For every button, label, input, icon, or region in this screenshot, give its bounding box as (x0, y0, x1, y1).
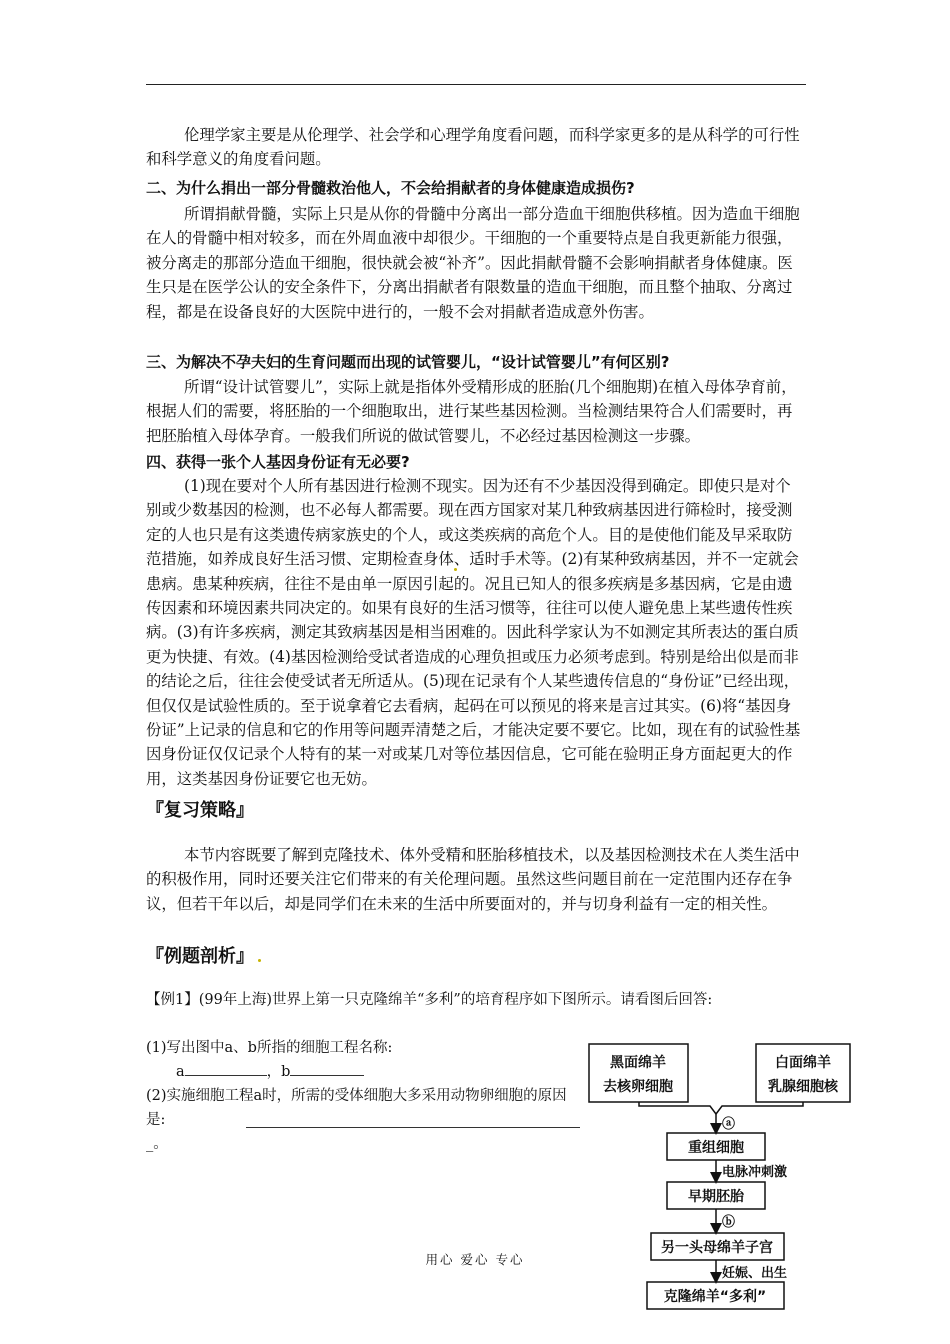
box4-label: 早期胚胎 (688, 1189, 744, 1205)
paragraph-3: 所谓“设计试管婴儿”，实际上就是指体外受精形成的胚胎(几个细胞期)在植入母体孕育前，根据人们的需要，将胚胎的一个细胞取出，进行某些基因检测。当检测结果符合人们需要时，再把胚胎植入母体孕育。一般我们所说的做试管婴儿，不必经过基因检测这一步骤。 (146, 378, 797, 445)
review-strategy-heading: 『复习策略』 (146, 800, 254, 821)
question-2: (2)实施细胞工程a时，所需的受体细胞大多采用动物卵细胞的原因是: (146, 1088, 567, 1128)
intro-paragraph: 伦理学家主要是从伦理学、社会学和心理学角度看问题，而科学家更多的是从科学的可行性和科学意义的角度看问题。 (146, 126, 800, 169)
box3-label: 重组细胞 (688, 1140, 744, 1156)
example-heading: 『例题剖析』 (146, 946, 254, 967)
label-a: a (176, 1064, 185, 1080)
box6-label: 克隆绵羊“多利” (663, 1289, 767, 1305)
label-b-marker: ⓑ (722, 1215, 736, 1230)
step-birth-label: 妊娠、出生 (722, 1266, 788, 1281)
box2-line1: 白面绵羊 (775, 1055, 831, 1071)
arrow-left-merge (639, 1102, 716, 1114)
page-footer: 用心 爱心 专心 (425, 1252, 525, 1267)
question-1: (1)写出图中a、b所指的细胞工程名称: (146, 1040, 393, 1056)
arrow-right-merge (716, 1102, 803, 1114)
review-paragraph: 本节内容既要了解到克隆技术、体外受精和胚胎移植技术，以及基因检测技术在人类生活中的积极作用，同时还要关注它们带来的有关伦理问题。虽然这些问题目前在一定范围内还存在争议，但若干年以后，却是同学们在未来的生活中所要面对的，并与切身利益有一定的相关性。 (146, 846, 800, 913)
question-2-end: _。 (146, 1136, 168, 1152)
step-electric-label: 电脉冲刺激 (722, 1165, 788, 1180)
box2-line2: 乳腺细胞核 (768, 1079, 838, 1095)
example-stem: 【例1】(99年上海)世界上第一只克隆绵羊“多利”的培育程序如下图所示。请看图后回答: (146, 992, 713, 1008)
label-b: ，b (266, 1064, 291, 1080)
paragraph-2: 所谓捐献骨髓，实际上只是从你的骨髓中分离出一部分造血干细胞供移植。因为造血干细胞在人的骨髓中相对较多，而在外周血液中却很少。干细胞的一个重要特点是自我更新能力很强，被分离走的那部分造血干细胞，很快就会被“补齐”。因此捐献骨髓不会影响捐献者身体健康。医生只是在医学公认的安全条件下，分离出捐献者有限数量的造血干细胞，而且整个抽取、分离过程，都是在设备良好的大医院中进行的，一般不会对捐献者造成意外伤害。 (146, 205, 800, 321)
heading-2: 二、为什么捐出一部分骨髓救治他人，不会给捐献者的身体健康造成损伤? (146, 179, 635, 197)
box5-label: 另一头母绵羊子宫 (661, 1240, 773, 1256)
box1-line1: 黑面绵羊 (610, 1055, 666, 1071)
heading-4: 四、获得一张个人基因身份证有无必要? (146, 453, 410, 471)
label-a-marker: ⓐ (722, 1117, 736, 1132)
paragraph-4: (1)现在要对个人所有基因进行检测不现实。因为还有不少基因没得到确定。即使只是对个别或少数基因的检测，也不必每人都需要。现在西方国家对某几种致病基因进行筛检时，接受测定的人也只是有这类遗传病家族史的个人，或这类疾病的高危个人。目的是使他们能及早采取防范措施，如养成良好生活习惯、定期检查身体、适时手术等。(2)有某种致病基因，并不一定就会患病。患某种疾病，往往不是由单一原因引起的。况且已知人的很多疾病是多基因病，它是由遗传因素和环境因素共同决定的。如果有良好的生活习惯等，往往可以使人避免患上某些遗传性疾病。(3)有许多疾病，测定其致病基因是相当困难的。因此科学家认为不如测定其所表达的蛋白质更为快捷、有效。(4)基因检测给受试者造成的心理负担或压力必须考虑到。特别是给出似是而非的结论之后，往往会使受试者无所适从。(5)现在记录有个人某些遗传信息的“身份证”已经出现，但仅仅是试验性质的。至于说拿着它去看病，起码在可以预见的将来是言过其实。(6)将“基因身份证”上记录的信息和它的作用等问题弄清楚之后，才能决定要不要它。比如，现在有的试验性基因身份证仅仅记录个人特有的某一对或某几对等位基因信息，它可能在验明正身方面起更大的作用，这类基因身份证要它也无妨。 (146, 477, 801, 788)
heading-3: 三、为解决不孕夫妇的生育问题而出现的试管婴儿，“设计试管婴儿”有何区别? (146, 353, 670, 371)
box1-line2: 去核卵细胞 (603, 1079, 673, 1095)
